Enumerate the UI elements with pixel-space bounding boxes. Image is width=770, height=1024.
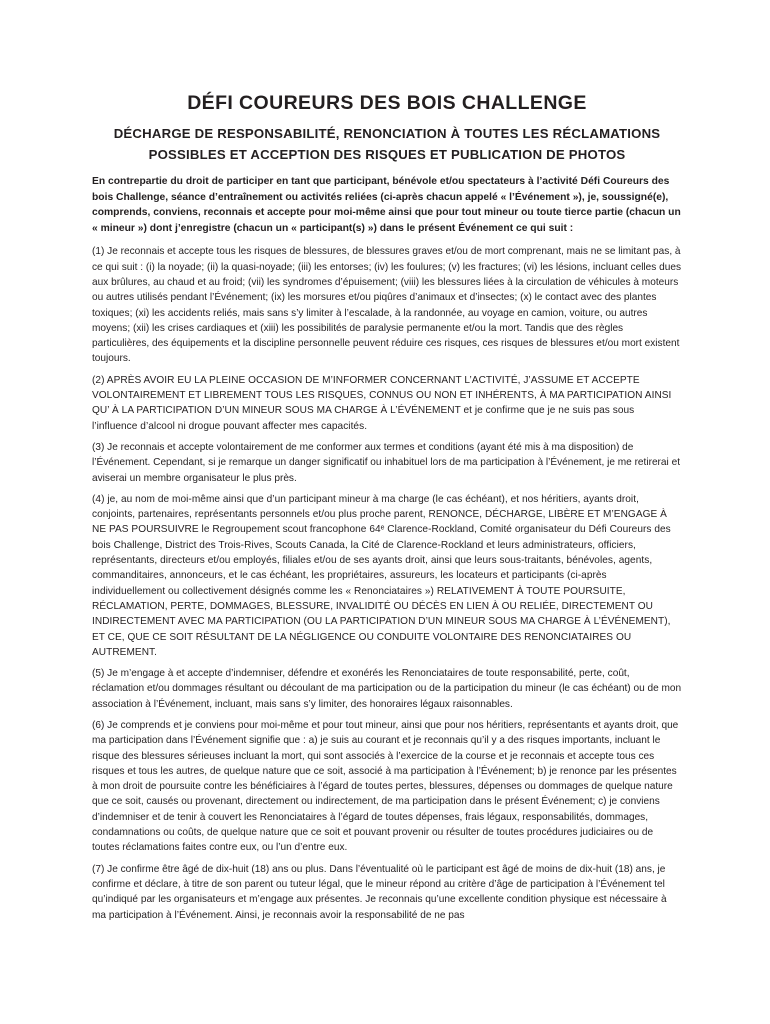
document-title: DÉFI COUREURS DES BOIS CHALLENGE: [187, 92, 587, 114]
intro-paragraph: En contrepartie du droit de participer en tant que participant, bénévole et/ou spectateurs à l’activité Défi Coureurs des bois Challenge, séance d’entraînement ou activités reliées (ci-après chacun appelé « l’Événement »), je, soussigné(e), comprends, conviens, reconnais et accepte pour moi-même ainsi que pour tout mineur ou toute tierce partie (chacun un « mineur ») dont j’enregistre (chacun un « participant(s) ») dans le présent Événement ce qui suit :: [92, 176, 681, 234]
document-subtitle: DÉCHARGE DE RESPONSABILITÉ, RENONCIATION À TOUTES LES RÉCLAMATIONS POSSIBLES ET ACCEPTION DES RISQUES ET PUBLICATION DE PHOTOS: [113, 126, 661, 162]
clause-2: (2) APRÈS AVOIR EU LA PLEINE OCCASION DE M’INFORMER CONCERNANT L’ACTIVITÉ, J’ASSUME ET ACCEPTE VOLONTAIREMENT ET LIBREMENT TOUS LES RISQUES, CONNUS OU NON ET INHÉRENTS, À MA PARTICIPATION AINSI QU’ À LA PARTICIPATION D’UN MINEUR SOUS MA CHARGE À L’ÉVÉNEMENT et je confirme que je ne suis pas sous l’influence d’alcool ni drogue pouvant affecter mes capacités.: [92, 374, 672, 432]
clause-7: (7) Je confirme être âgé de dix-huit (18) ans ou plus. Dans l’éventualité où le participant est âgé de moins de dix-huit (18) ans, je confirme et déclare, à titre de son parent ou tuteur légal, que le mineur répond au critère d’âge de participation à l’Événement tel qu’indiqué par les organisateurs et m’engage aux présentes. Je reconnais qu’une excellente condition physique est nécessaire à ma participation à l’Événement. Ainsi, je reconnais avoir la responsabilité de ne pas: [92, 863, 667, 921]
clause-4: (4) je, au nom de moi-même ainsi que d’un participant mineur à ma charge (le cas échéant), et nos héritiers, ayants droit, conjoints, partenaires, représentants personnels et/ou plus proche parent, RENONCE, DÉCHARGE, LIBÈRE ET M’ENGAGE À NE PAS POURSUIVRE le Regroupement scout francophone 64ᵉ Clarence-Rockland, Comité organisateur du Défi Coureurs des bois Challenge, District des Trois-Rives, Scouts Canada, la Cité de Clarence-Rockland et leurs administrateurs, officiers, représentants, directeurs et/ou employés, filiales et/ou de ses ayants droit, ainsi que leurs sous-traitants, bénévoles, agents, commanditaires, annonceurs, et le cas échéant, les propriétaires, assureurs, les locateurs et participants (ci-après individuellement ou collectivement désignés comme les « Renonciataires ») RELATIVEMENT À TOUTE POURSUITE, RÉCLAMATION, PERTE, DOMMAGES, BLESSURE, INVALIDITÉ OU DÉCÈS EN LIEN À OU RELIÉE, DIRECTEMENT OU INDIRECTEMENT AVEC MA PARTICIPATION (OU LA PARTICIPATION D’UN MINEUR SOUS MA CHARGE À L’ÉVÉNEMENT), ET CE, QUE CE SOIT RÉSULTANT DE LA NÉGLIGENCE OU CONDUITE VOLONTAIRE DES RENONCIATAIRES OU AUTREMENT.: [92, 493, 671, 658]
clause-6: (6) Je comprends et je conviens pour moi-même et pour tout mineur, ainsi que pour nos héritiers, représentants et ayants droit, que ma participation dans l’Événement signifie que : a) je suis au courant et je reconnais qu’il y a des risques importants, incluant le risque des blessures sérieuses incluant la mort, qui sont associés à l’exercice de la course et je reconnais et accepte tous ces risques et tous les autres, de quelque nature que ce soit, associé à ma participation à l’Événement; b) je renonce par les présentes à mon droit de poursuite contre les bénéficiaires à l’égard de toutes pertes, blessures, dépenses ou dommages de quelque nature que ce soit, causés ou provenant, directement ou indirectement, de ma participation dans le présent Événement; c) je conviens d’indemniser et de tenir à couvert les Renonciataires à l’égard de toutes dépenses, frais légaux, responsabilités, dommages, condamnations ou coûts, de quelque nature que ce soit et pouvant provenir ou résulter de toutes procédures judiciaires ou de toutes réclamations faites contre eux, ou l’un d’entre eux.: [92, 719, 679, 854]
clause-3: (3) Je reconnais et accepte volontairement de me conformer aux termes et conditions (ayant été mis à ma disposition) de l’Événement. Cependant, si je remarque un danger significatif ou inhabituel lors de ma participation à l’Événement, je me retirerai et aviserai un membre organisateur le plus près.: [92, 441, 681, 484]
clause-1: (1) Je reconnais et accepte tous les risques de blessures, de blessures graves et/ou de mort comprenant, mais ne se limitant pas, à ce qui suit : (i) la noyade; (ii) la quasi-noyade; (iii) les entorses; (iv) les foulures; (v) les fractures; (vi) les lésions, incluant celles dues aux brûlures, au chaud et au froid; (vii) les syndromes d’épuisement; (viii) les blessures liées à la circulation de véhicules à moteurs ou autres utilisés pendant l’Événement; (ix) les morsures et/ou piqûres d’animaux et d’insectes; (x) le contact avec des plantes toxiques; (xi) les accidents reliés, mais sans s’y limiter à l’escalade, à la randonnée, au voyage en camion, voiture, ou autres moyens; (xii) les crises cardiaques et (xiii) les possibilités de paralysie permanente et/ou la mort. Tandis que des règles particulières, des équipements et la discipline personnelle peuvent réduire ces risques, ces risques de blessures et/ou mort existent toujours.: [92, 246, 682, 365]
clause-5: (5) Je m’engage à et accepte d’indemniser, défendre et exonérés les Renonciataires de toute responsabilité, perte, coût, réclamation et/ou dommages résultant ou découlant de ma participation ou de la participation du mineur (le cas échéant) ou de mon association à l’Événement, incluant, mais sans s’y limiter, des honoraires légaux raisonnables.: [92, 668, 682, 710]
